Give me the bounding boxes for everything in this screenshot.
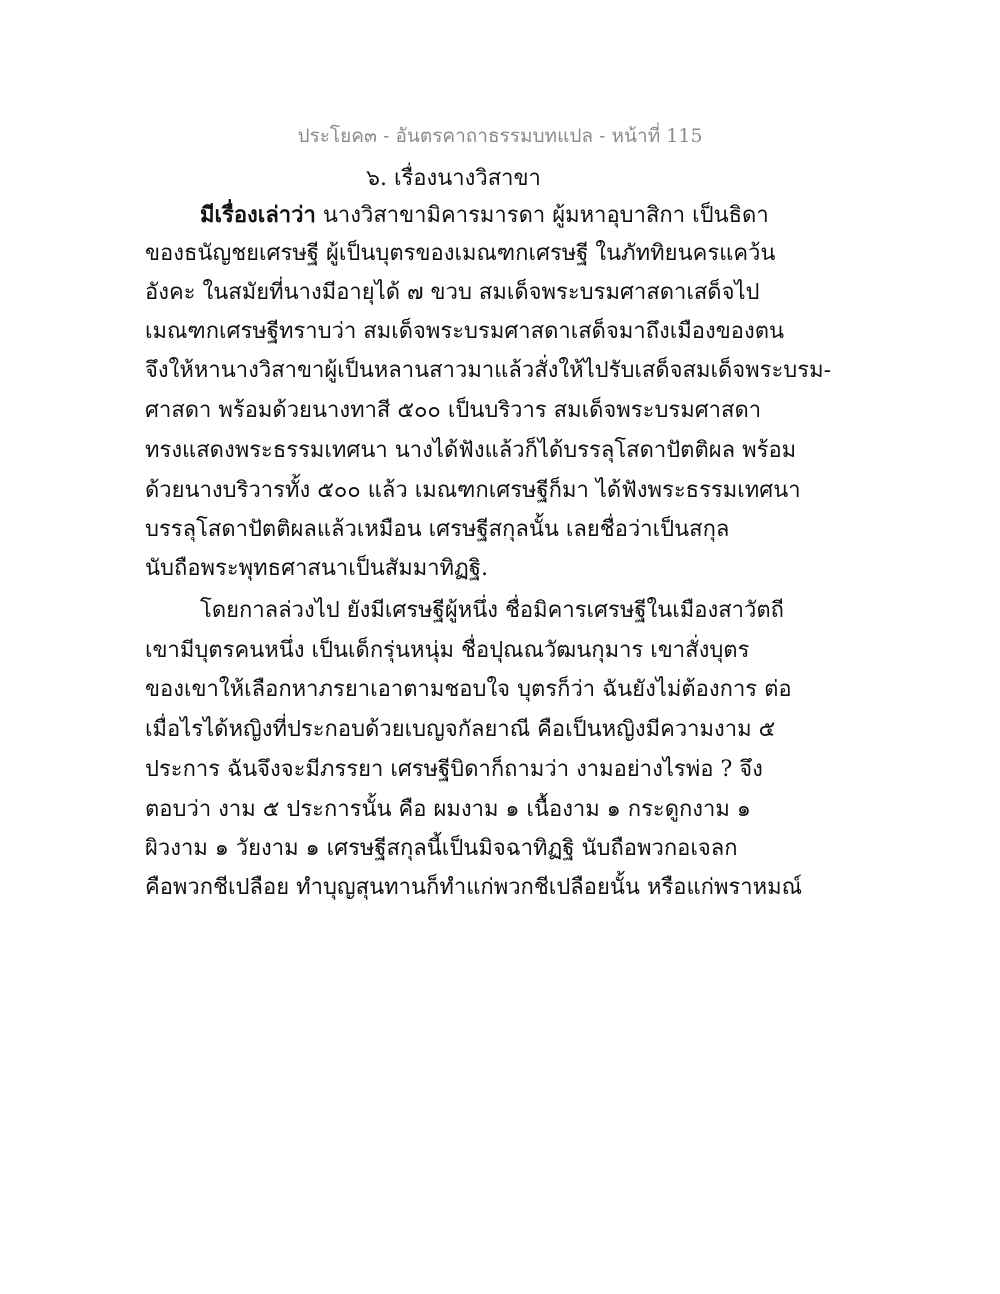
paragraph-1-line-5: จึงให้หานางวิสาขาผู้เป็นหลานสาวมาแล้วสั่งให้ไปรับเสด็จสมเด็จพระบรม- [145, 358, 832, 383]
paragraph-1-line-1 [200, 200, 769, 231]
paragraph-2-line-5: ประการ ฉันจึงจะมีภรรยา เศรษฐีบิดาก็ถามว่า งามอย่างไรพ่อ ? จึง [145, 757, 763, 782]
paragraph-1-line-9: บรรลุโสดาปัตติผลแล้วเหมือน เศรษฐีสกุลนั้น เลยชื่อว่าเป็นสกุล [145, 517, 730, 542]
paragraph-1-line-8: ด้วยนางบริวารทั้ง ๕๐๐ แล้ว เมณฑกเศรษฐีก็มา ได้ฟังพระธรรมเทศนา [145, 478, 801, 503]
paragraph-2-line-1: โดยกาลล่วงไป ยังมีเศรษฐีผู้หนึ่ง ชื่อมิคารเศรษฐีในเมืองสาวัตถี [200, 598, 784, 623]
paragraph-1-lead: มีเรื่องเล่าว่า [200, 202, 316, 228]
story-title: ๖. เรื่องนางวิสาขา [366, 166, 541, 191]
paragraph-2-line-8: คือพวกชีเปลือย ทำบุญสุนทานก็ทำแก่พวกชีเปลือยนั้น หรือแก่พราหมณ์ [145, 875, 803, 900]
paragraph-2-line-2: เขามีบุตรคนหนึ่ง เป็นเด็กรุ่นหนุ่ม ชื่อปุณณวัฒนกุมาร เขาสั่งบุตร [145, 638, 750, 663]
running-header: ประโยค๓ - อันตรคาถาธรรมบทแปล - หน้าที่ 115 [297, 125, 703, 147]
paragraph-2-line-7: ผิวงาม ๑ วัยงาม ๑ เศรษฐีสกุลนี้เป็นมิจฉาทิฏฐิ นับถือพวกอเจลก [145, 836, 738, 861]
paragraph-1-line-6: ศาสดา พร้อมด้วยนางทาสี ๕๐๐ เป็นบริวาร สมเด็จพระบรมศาสดา [145, 398, 762, 423]
paragraph-1-line-2: ของธนัญชยเศรษฐี ผู้เป็นบุตรของเมณฑกเศรษฐี ในภัททิยนครแคว้น [145, 241, 776, 266]
paragraph-1-line-1-text: นางวิสาขามิคารมารดา ผู้มหาอุบาสิกา เป็นธิดา [315, 203, 769, 228]
paragraph-1-line-3: อังคะ ในสมัยที่นางมีอายุได้ ๗ ขวบ สมเด็จพระบรมศาสดาเสด็จไป [145, 280, 760, 305]
paragraph-2-line-3: ของเขาให้เลือกหาภรยาเอาตามชอบใจ บุตรก็ว่า ฉันยังไม่ต้องการ ต่อ [145, 677, 792, 702]
paragraph-1-line-7: ทรงแสดงพระธรรมเทศนา นางได้ฟังแล้วก็ได้บรรลุโสดาปัตติผล พร้อม [145, 438, 797, 463]
paragraph-1-line-4: เมณฑกเศรษฐีทราบว่า สมเด็จพระบรมศาสดาเสด็จมาถึงเมืองของตน [145, 319, 785, 344]
paragraph-2-line-6: ตอบว่า งาม ๕ ประการนั้น คือ ผมงาม ๑ เนื้องาม ๑ กระดูกงาม ๑ [145, 797, 751, 822]
paragraph-2-line-4: เมื่อไรได้หญิงที่ประกอบด้วยเบญจกัลยาณี คือเป็นหญิงมีความงาม ๕ [145, 717, 776, 742]
paragraph-1-line-10: นับถือพระพุทธศาสนาเป็นสัมมาทิฏฐิ. [145, 556, 488, 581]
